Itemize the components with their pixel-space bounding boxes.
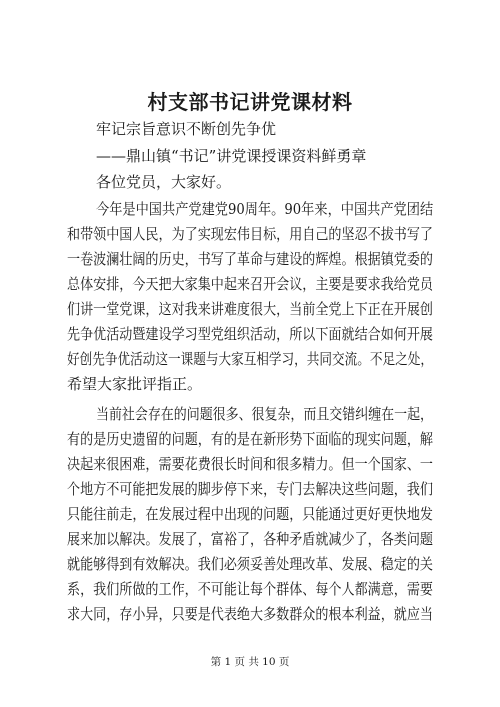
paragraph-line: 个地方不可能把发展的脚步停下来，专门去解决这些问题，我们	[67, 480, 434, 498]
page-number-footer: 第 1 页 共 10 页	[210, 656, 290, 668]
paragraph-line: 们讲一堂党课，这对我来讲难度很大，当前全党上下正在开展创	[67, 300, 434, 318]
paragraph-line: 和带领中国人民，为了实现宏伟目标，用自己的坚忍不拔书写了	[67, 225, 434, 243]
paragraph-line: 就能够得到有效解决。我们必须妥善处理改革、发展、稳定的关	[67, 555, 434, 573]
greeting-line: 各位党员，大家好。	[96, 173, 232, 191]
paragraph-line: 有的是历史遗留的问题，有的是在新形势下面临的现实问题，解	[67, 430, 434, 448]
paragraph-line: 一卷波澜壮阔的历史，书写了革命与建设的辉煌。根据镇党委的	[67, 250, 434, 268]
document-subtitle: 牢记宗旨意识不断创先争优	[96, 120, 277, 138]
paragraph-line: 决起来很困难，需要花费很长时间和很多精力。但一个国家、一	[67, 455, 434, 473]
paragraph-line: 希望大家批评指正。	[67, 375, 203, 393]
paragraph-line: 总体安排，今天把大家集中起来召开会议，主要是要求我给党员	[67, 275, 434, 293]
document-title: 村支部书记讲党课材料	[147, 90, 353, 114]
paragraph-line: 先争优活动暨建设学习型党组织活动，所以下面就结合如何开展	[67, 325, 434, 343]
paragraph-line: 当前社会存在的问题很多、很复杂，而且交错纠缠在一起，	[96, 405, 434, 423]
document-byline: ——鼎山镇“书记”讲党课授课资料鲜勇章	[96, 147, 367, 165]
paragraph-line: 求大同，存小异，只要是代表绝大多数群众的根本利益，就应当	[67, 605, 434, 623]
paragraph-line: 好创先争优活动这一课题与大家互相学习，共同交流。不足之处，	[67, 350, 434, 368]
paragraph-line: 系，我们所做的工作，不可能让每个群体、每个人都满意，需要	[67, 580, 434, 598]
paragraph-line: 只能往前走，在发展过程中出现的问题，只能通过更好更快地发	[67, 505, 434, 523]
paragraph-line: 今年是中国共产党建党90周年。90年来，中国共产党团结	[96, 200, 434, 218]
paragraph-line: 展来加以解决。发展了，富裕了，各种矛盾就减少了，各类问题	[67, 530, 434, 548]
